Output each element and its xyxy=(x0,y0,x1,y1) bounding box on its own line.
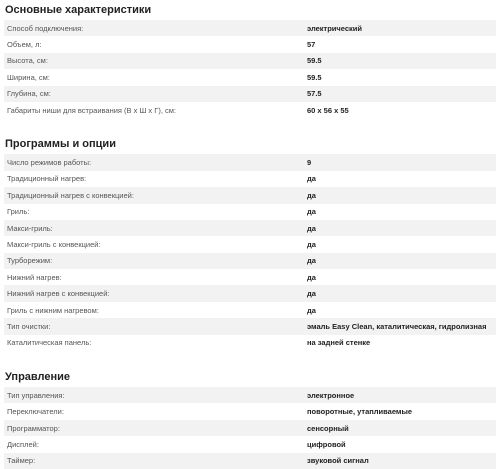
spec-label: Гриль: xyxy=(7,207,30,217)
spec-label: Программатор: xyxy=(7,423,60,433)
spec-value: 9 xyxy=(307,158,312,168)
spec-row xyxy=(4,204,496,220)
section-spacer xyxy=(4,355,496,367)
spec-row xyxy=(4,403,496,419)
spec-label: Нижний нагрев с конвекцией: xyxy=(7,289,110,299)
section-controls xyxy=(4,367,496,469)
spec-value: звуковой сигнал xyxy=(307,456,369,466)
spec-value: да xyxy=(307,256,316,266)
spec-label: Каталитическая панель: xyxy=(7,338,92,348)
spec-value: да xyxy=(307,190,316,200)
spec-value: да xyxy=(307,289,316,299)
section-title: Управление xyxy=(5,371,71,384)
section-main-specs xyxy=(4,0,496,118)
spec-label: Таймер: xyxy=(7,456,36,466)
spec-value: да xyxy=(307,174,316,184)
spec-row xyxy=(4,436,496,452)
spec-label: Традиционный нагрев с конвекцией: xyxy=(7,190,134,200)
spec-row xyxy=(4,253,496,269)
spec-row xyxy=(4,285,496,301)
spec-label: Переключатели: xyxy=(7,407,64,417)
spec-row xyxy=(4,302,496,318)
spec-label: Габариты ниши для встраивания (В х Ш х Г), см: xyxy=(7,105,176,115)
spec-row xyxy=(4,69,496,85)
spec-label: Тип управления: xyxy=(7,390,65,400)
spec-label: Гриль с нижним нагревом: xyxy=(7,305,99,315)
spec-label: Дисплей: xyxy=(7,439,39,449)
spec-label: Традиционный нагрев: xyxy=(7,174,87,184)
spec-row xyxy=(4,236,496,252)
spec-value: 57 xyxy=(307,40,316,50)
spec-row xyxy=(4,102,496,118)
spec-row xyxy=(4,36,496,52)
spec-value: да xyxy=(307,272,316,282)
spec-row xyxy=(4,86,496,102)
spec-label: Макси-гриль: xyxy=(7,223,53,233)
spec-label: Нижний нагрев: xyxy=(7,272,62,282)
spec-value: 57.5 xyxy=(307,89,322,99)
section-title: Основные характеристики xyxy=(5,4,152,16)
spec-label: Объем, л: xyxy=(7,40,42,50)
spec-value: 60 х 56 х 55 xyxy=(307,105,349,115)
spec-value: да xyxy=(307,207,316,217)
spec-row xyxy=(4,187,496,203)
spec-row xyxy=(4,335,496,351)
spec-value: сенсорный xyxy=(307,423,349,433)
spec-label: Тип очистки: xyxy=(7,321,51,331)
section-spacer xyxy=(4,122,496,134)
spec-label: Способ подключения: xyxy=(7,23,84,33)
spec-value: цифровой xyxy=(307,439,346,449)
spec-row xyxy=(4,20,496,36)
spec-label: Ширина, см: xyxy=(7,72,50,82)
spec-row xyxy=(4,453,496,469)
spec-value: эмаль Easy Clean, каталитическая, гидролизная xyxy=(307,321,487,331)
section-programs-options xyxy=(4,134,496,351)
spec-row xyxy=(4,154,496,170)
spec-value: да xyxy=(307,305,316,315)
spec-row xyxy=(4,269,496,285)
spec-label: Макси-гриль с конвекцией: xyxy=(7,239,101,249)
spec-value: да xyxy=(307,239,316,249)
spec-row xyxy=(4,318,496,334)
spec-value: электронное xyxy=(307,390,355,400)
spec-label: Глубина, см: xyxy=(7,89,51,99)
spec-label: Число режимов работы: xyxy=(7,158,92,168)
spec-value: 59.5 xyxy=(307,72,322,82)
spec-label: Высота, см: xyxy=(7,56,48,66)
spec-value: на задней стенке xyxy=(307,338,371,348)
spec-row xyxy=(4,420,496,436)
spec-label: Турборежим: xyxy=(7,256,53,266)
spec-row xyxy=(4,387,496,403)
spec-value: поворотные, утапливаемые xyxy=(307,407,413,417)
spec-value: электрический xyxy=(307,23,362,33)
spec-value: 59.5 xyxy=(307,56,322,66)
spec-row xyxy=(4,53,496,69)
spec-value: да xyxy=(307,223,316,233)
spec-row xyxy=(4,220,496,236)
spec-row xyxy=(4,171,496,187)
section-title: Программы и опции xyxy=(5,138,116,151)
